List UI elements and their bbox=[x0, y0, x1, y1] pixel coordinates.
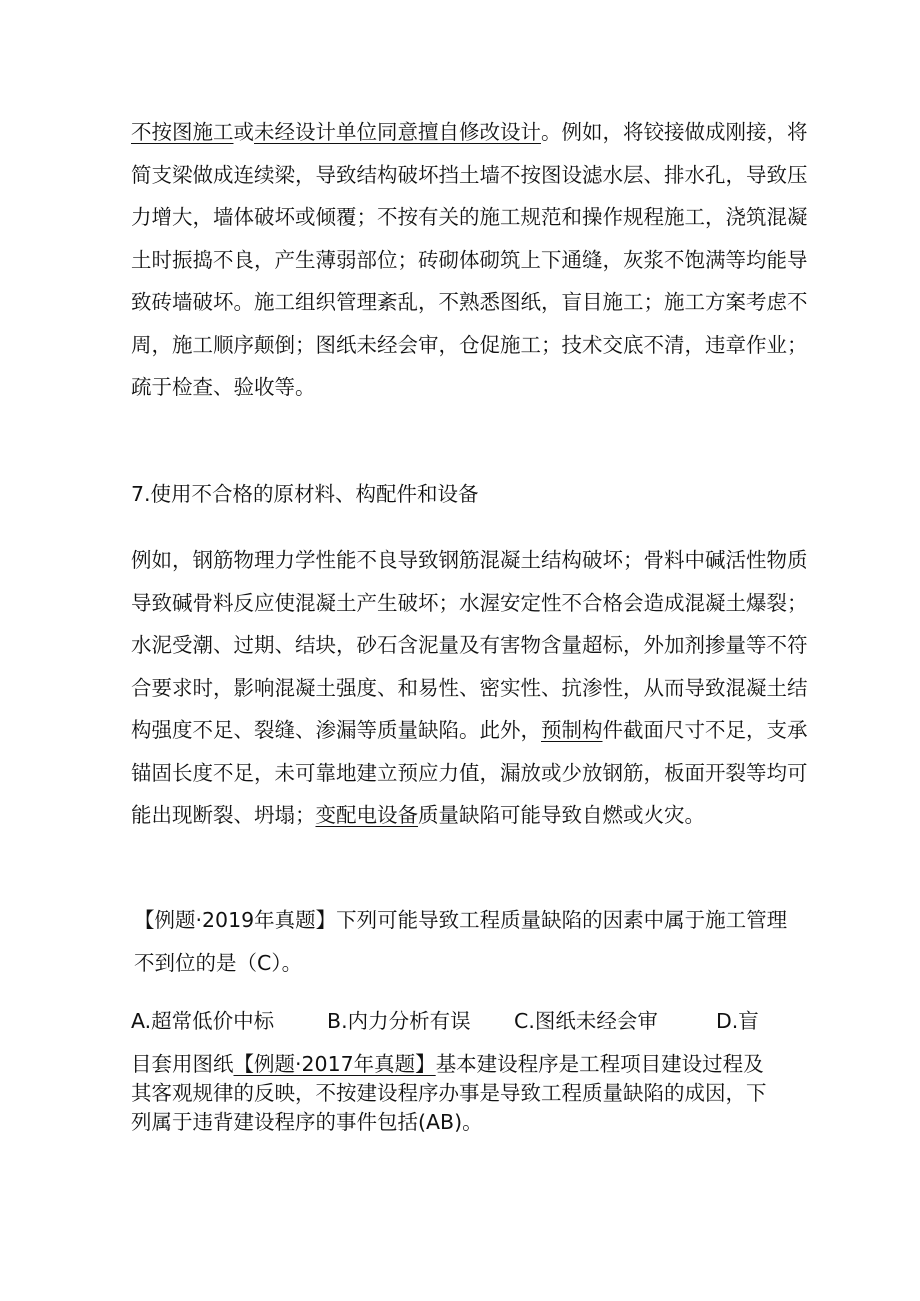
underlined-phrase: 不按图施工 bbox=[131, 120, 234, 144]
text-run: 例如，钢筋物理力学性能不良导致钢筋混凝土结构破坏；骨料中碱活性物质导致碱骨料反应使混凝土产生破坏；水渥安定性不合格会造成混凝土爆裂；水泥受潮、过期、结块，砂石含泥量及有害物含量超标，外加剂掺量等不符合要求时，影响混凝土强度、和易性、密实性、抗渗性，从而导致混凝土结构强度不足、裂缝、渗漏等质量缺陷。此外， bbox=[131, 548, 808, 742]
underlined-phrase: 未经设计单位同意擅自修改设计 bbox=[254, 120, 541, 144]
underlined-phrase: 【例题·2017年真题】 bbox=[233, 1052, 436, 1076]
paragraph-construction-causes bbox=[131, 111, 811, 409]
text-run: 基本建设程序是工程项目建设过程及其客观规律的反映，不按建设程序办事是导致工程质量缺陷的成因，下列属于违背建设程序的事件包括(AB)。 bbox=[131, 1052, 767, 1134]
option-b: B.内力分析有误 bbox=[327, 1009, 471, 1033]
underlined-phrase: 预制构 bbox=[541, 718, 603, 742]
text-run: 。例如，将铰接做成刚接，将简支梁做成连续梁，导致结构破坏挡土墙不按图设滤水层、排水孔，导致压力增大，墙体破坏或倾覆；不按有关的施工规范和操作规程施工，浇筑混凝土时振捣不良，产生薄弱部位；砖砌体砌筑上下通缝，灰浆不饱满等均能导致砖墙破坏。施工组织管理紊乱，不熟悉图纸，盲目施工；施工方案考虑不周，施工顺序颠倒；图纸未经会审，仓促施工；技术交底不清，违章作业；疏于检查、验收等。 bbox=[131, 120, 808, 399]
text-run: 质量缺陷可能导致自燃或火灾。 bbox=[418, 803, 705, 827]
paragraph-2017-question bbox=[131, 1050, 781, 1137]
option-d: D.盲 bbox=[716, 1009, 759, 1033]
option-a: A.超常低价中标 bbox=[131, 1009, 275, 1033]
text-run: 或 bbox=[233, 120, 254, 144]
answer-options bbox=[131, 1000, 811, 1042]
option-c: C.图纸未经会审 bbox=[514, 1009, 658, 1033]
section-heading-7: 7.使用不合格的原材料、构配件和设备 bbox=[131, 482, 479, 506]
paragraph-materials bbox=[131, 539, 811, 837]
example-question-2019: 【例题·2019年真题】下列可能导致工程质量缺陷的因素中属于施工管理不到位的是（C）。 bbox=[134, 908, 788, 975]
text-run: 目套用图纸 bbox=[131, 1052, 234, 1076]
underlined-phrase: 变配电设备 bbox=[315, 803, 418, 827]
text-run: 件截面尺寸不足，支承锚固长度不足，未可靠地建立预应力值，漏放或少放钢筋，板面开裂等均可能出现断裂、坍塌； bbox=[131, 718, 808, 827]
